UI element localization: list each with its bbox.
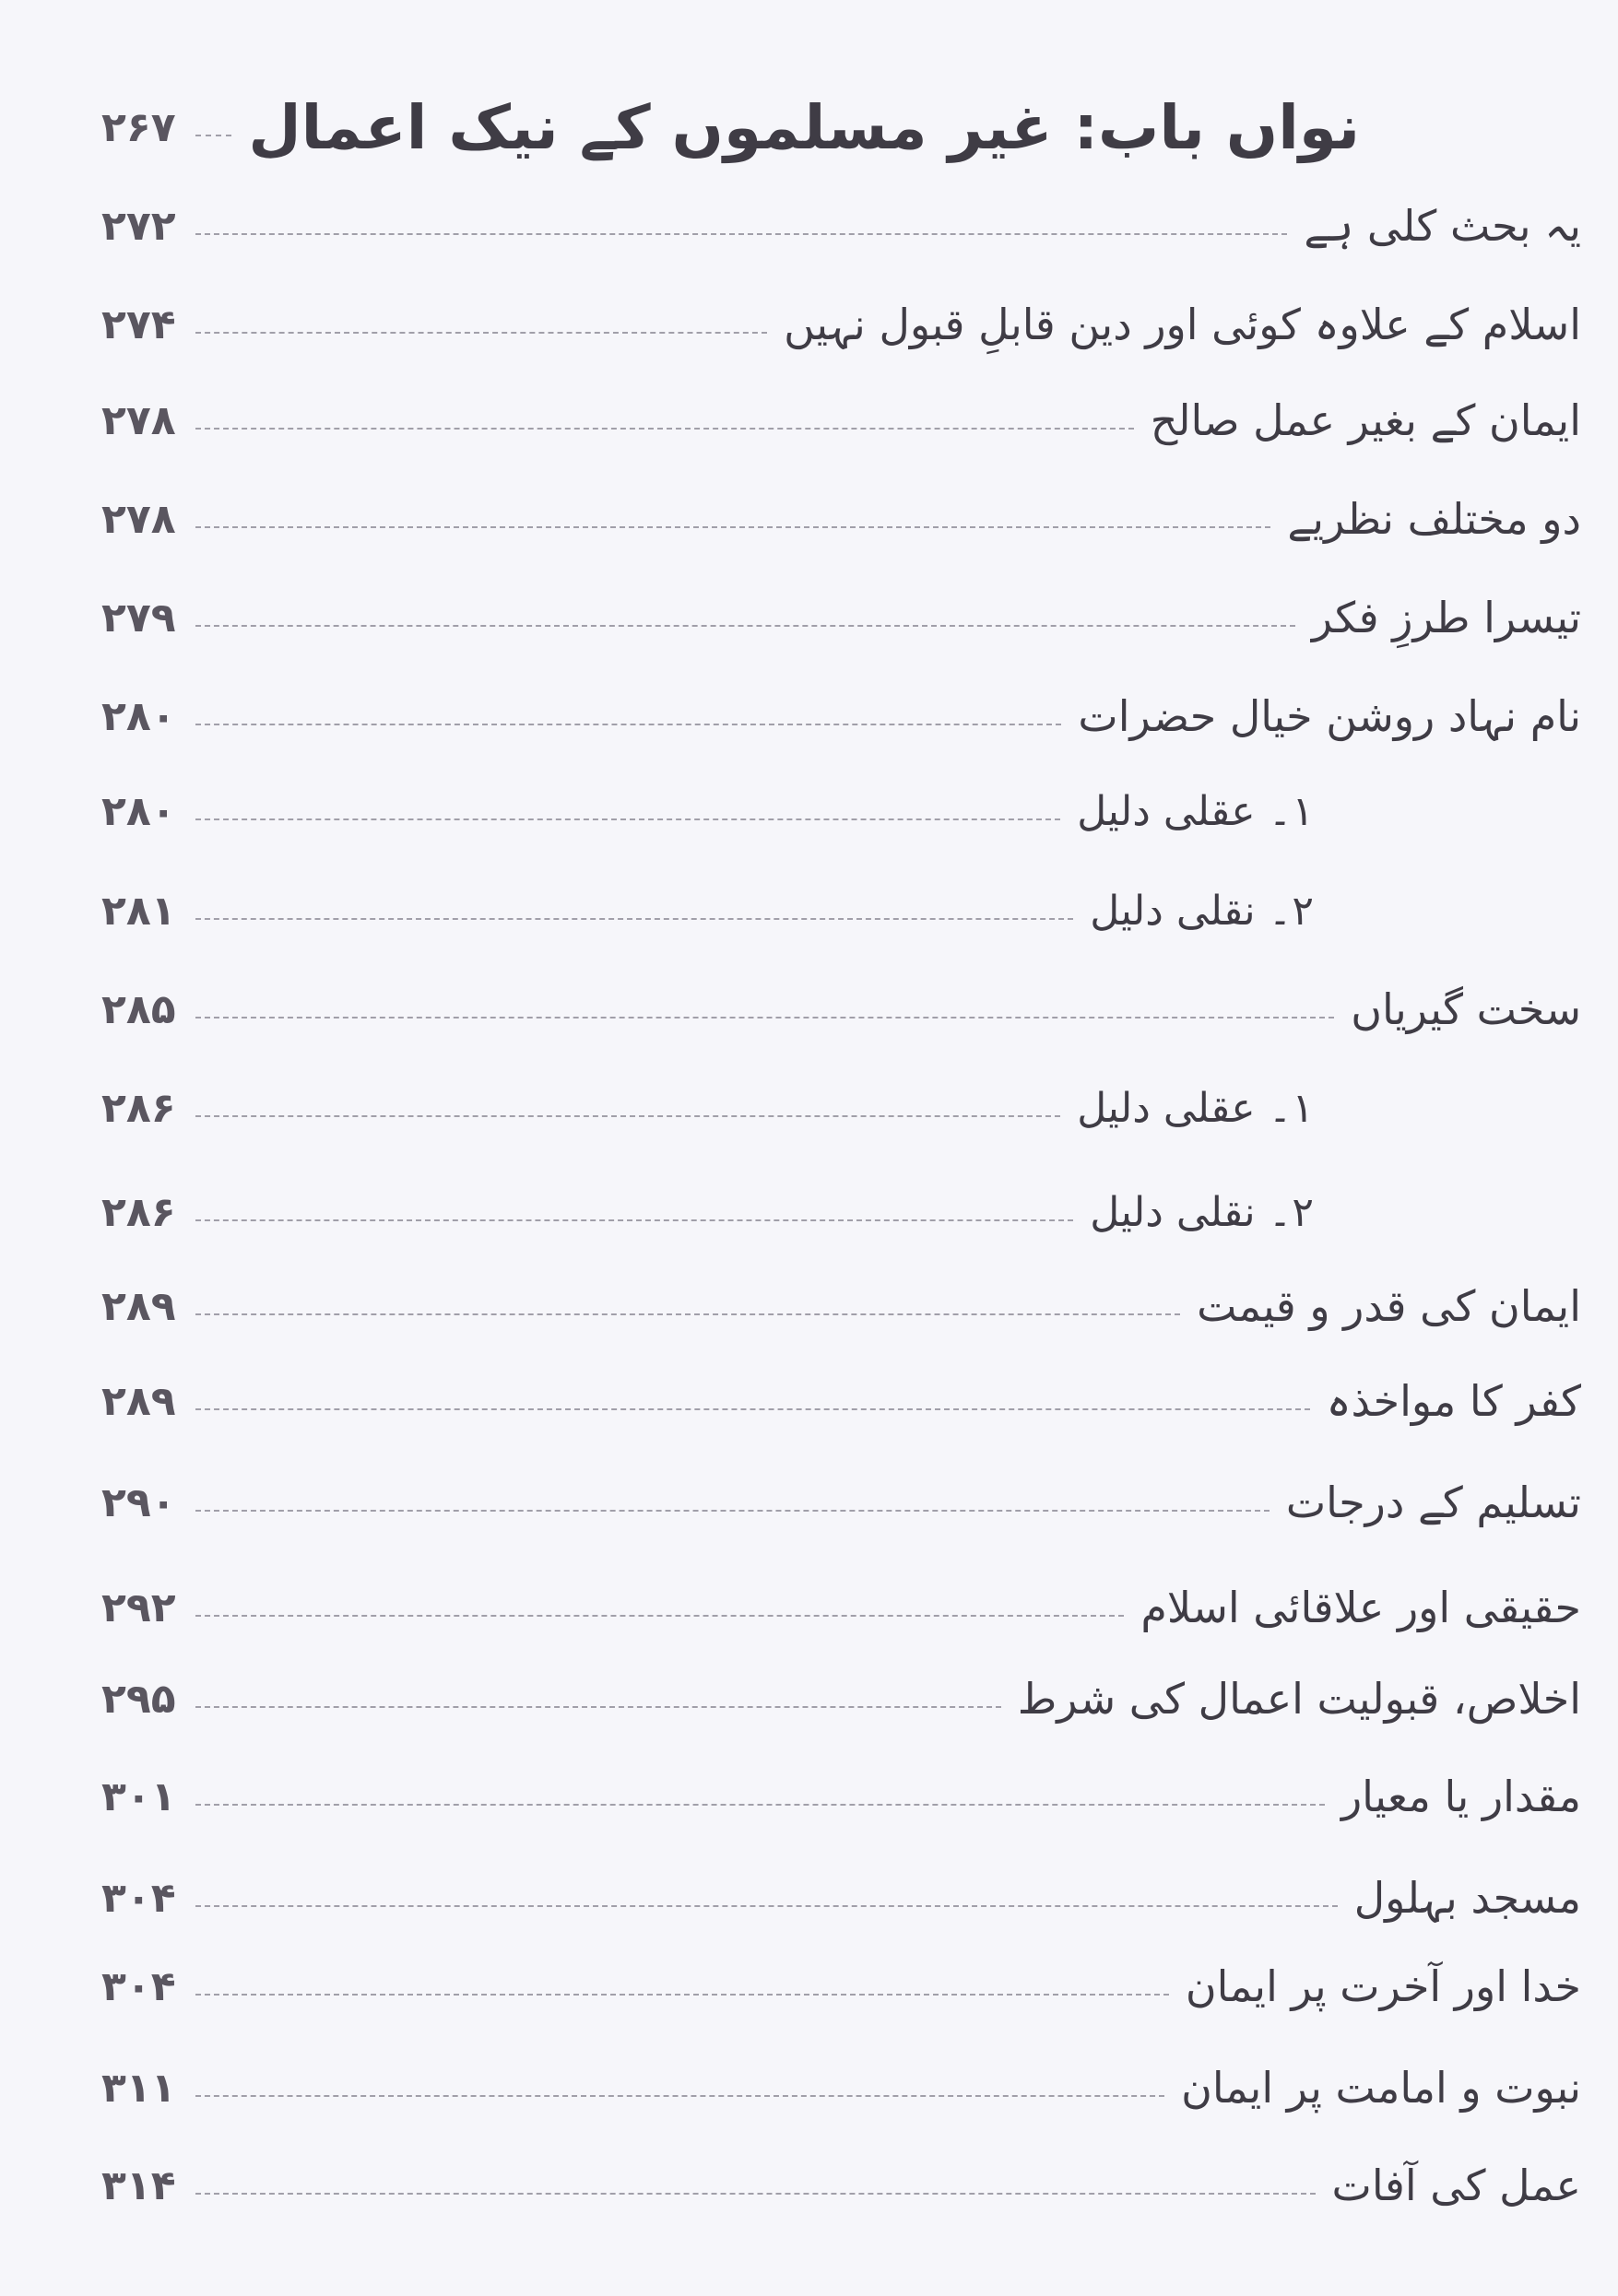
chapter-title: نواں باب: غیر مسلموں کے نیک اعمال: [248, 91, 1360, 163]
dotted-leader: [195, 233, 1287, 235]
page-number: ۲۷۹: [101, 594, 176, 642]
entry-title: ۲۔ نقلی دلیل: [1090, 887, 1314, 935]
entry-title: ۱۔ عقلی دلیل: [1077, 1084, 1314, 1132]
toc-entry: [101, 1071, 1314, 1145]
dotted-leader: [195, 1219, 1073, 1221]
toc-entry: [101, 1175, 1314, 1249]
page-number: ۲۸۱: [101, 887, 176, 935]
entry-title: تیسرا طرزِ فکر: [1311, 593, 1581, 642]
toc-entry: [101, 189, 1581, 263]
page-number: ۲۸۶: [101, 1188, 176, 1236]
toc-entry: [101, 288, 1581, 361]
entry-title: دو مختلف نظریے: [1287, 494, 1581, 544]
dotted-leader: [195, 1706, 1001, 1708]
dotted-leader: [195, 1905, 1338, 1907]
toc-entry: [101, 1466, 1581, 1539]
toc-entry: [101, 679, 1581, 753]
page-number: ۲۷۸: [101, 396, 176, 444]
page-number: ۳۱۴: [101, 2161, 176, 2209]
dotted-leader: [195, 818, 1060, 820]
page-number: ۲۸۰: [101, 692, 176, 740]
entry-title: ۱۔ عقلی دلیل: [1077, 787, 1314, 835]
entry-title: ۲۔ نقلی دلیل: [1090, 1188, 1314, 1236]
entry-title: حقیقی اور علاقائی اسلام: [1140, 1583, 1581, 1632]
dotted-leader: [195, 428, 1134, 430]
dotted-leader: [195, 724, 1061, 725]
toc-entry: [101, 1662, 1581, 1736]
page-number: ۲۹۵: [101, 1675, 176, 1723]
entry-title: اسلام کے علاوہ کوئی اور دین قابلِ قبول نہیں: [784, 300, 1581, 349]
entry-title: یہ بحث کلی ہے: [1304, 201, 1581, 251]
entry-title: عمل کی آفات: [1331, 2161, 1581, 2210]
entry-title: ایمان کی قدر و قیمت: [1197, 1281, 1581, 1331]
toc-entry: [101, 581, 1581, 654]
page-number: ۲۹۰: [101, 1478, 176, 1526]
page-number: ۲۹۲: [101, 1584, 176, 1631]
dotted-leader: [195, 1017, 1334, 1018]
toc-entry: [101, 972, 1581, 1046]
page-number: ۲۶۷: [101, 103, 176, 151]
toc-entry: [101, 482, 1581, 556]
dotted-leader: [195, 1510, 1270, 1512]
entry-title: مقدار یا معیار: [1340, 1772, 1581, 1821]
dotted-leader: [195, 1115, 1060, 1117]
dotted-leader: [195, 1408, 1310, 1410]
toc-entry: [101, 874, 1314, 948]
dotted-leader: [195, 2095, 1164, 2097]
page-number: ۳۰۴: [101, 1962, 176, 2010]
toc-entry: [101, 1571, 1581, 1644]
page-number: ۲۷۲: [101, 202, 176, 250]
toc-entry: [101, 1760, 1581, 1833]
entry-title: نام نہاد روشن خیال حضرات: [1078, 691, 1581, 741]
dotted-leader: [195, 1615, 1124, 1617]
page-number: ۳۰۴: [101, 1874, 176, 1922]
page-number: ۳۱۱: [101, 2064, 176, 2112]
toc-entry: [101, 1364, 1581, 1438]
page-number: ۲۸۹: [101, 1282, 176, 1330]
dotted-leader: [195, 2193, 1316, 2195]
entry-title: خدا اور آخرت پر ایمان: [1185, 1961, 1581, 2011]
toc-entry: [101, 1269, 1581, 1343]
entry-title: اخلاص، قبولیت اعمال کی شرط: [1017, 1674, 1581, 1724]
entry-title: کفر کا مواخذہ: [1326, 1376, 1581, 1426]
toc-entry: [101, 2051, 1581, 2125]
dotted-leader: [195, 1313, 1180, 1315]
dotted-leader: [195, 135, 231, 136]
page-number: ۳۰۱: [101, 1772, 176, 1820]
page-number: ۲۸۹: [101, 1377, 176, 1425]
page-number: ۲۸۵: [101, 985, 176, 1033]
dotted-leader: [195, 332, 767, 334]
entry-title: تسلیم کے درجات: [1285, 1478, 1581, 1527]
page-number: ۲۷۸: [101, 495, 176, 543]
page-number: ۲۸۶: [101, 1084, 176, 1132]
page-number: ۲۷۴: [101, 300, 176, 348]
entry-title: سخت گیریاں: [1351, 984, 1581, 1034]
dotted-leader: [195, 1804, 1325, 1806]
entry-title: ایمان کے بغیر عمل صالح: [1150, 395, 1581, 445]
entry-title: نبوت و امامت پر ایمان: [1181, 2063, 1581, 2113]
toc-entry: [101, 1861, 1581, 1935]
dotted-leader: [195, 625, 1295, 627]
page-number: ۲۸۰: [101, 787, 176, 835]
dotted-leader: [195, 526, 1270, 528]
dotted-leader: [195, 918, 1073, 920]
chapter-heading: [101, 90, 1360, 164]
toc-entry: [101, 2149, 1581, 2222]
toc-entry: [101, 1949, 1581, 2023]
toc-entry: [101, 774, 1314, 848]
entry-title: مسجد بہلول: [1353, 1873, 1581, 1923]
dotted-leader: [195, 1994, 1169, 1996]
toc-entry: [101, 383, 1581, 457]
